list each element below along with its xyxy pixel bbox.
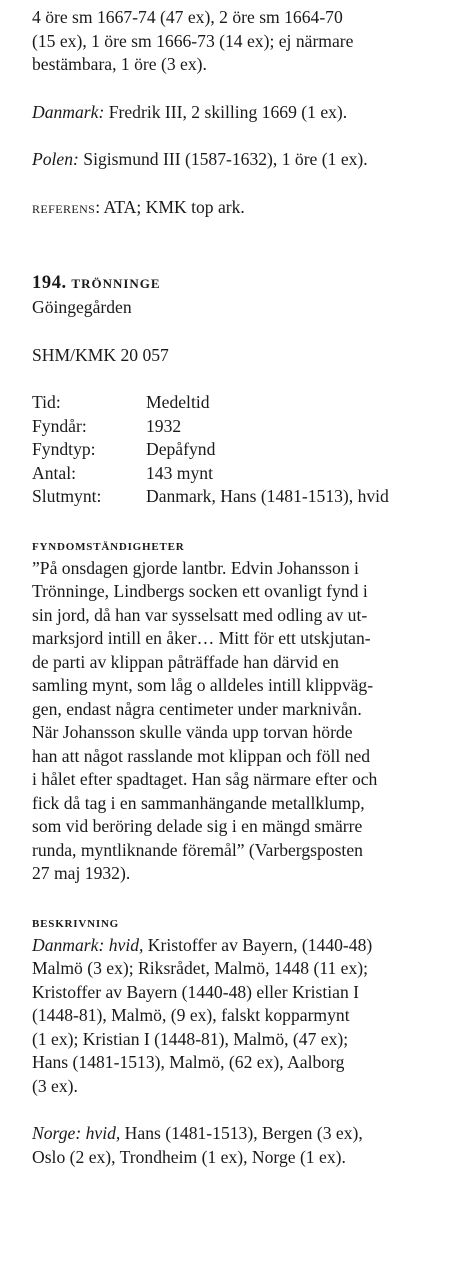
fact-value: 1932: [146, 415, 182, 436]
norway-paragraph: [32, 1122, 452, 1169]
norway-line: Oslo (2 ex), Trondheim (1 ex), Norge (1 ex).: [32, 1146, 346, 1167]
fact-value: 143 mynt: [146, 462, 213, 483]
facts-row: [32, 415, 389, 439]
catalog-id: SHM/KMK 20 057: [32, 344, 169, 365]
description-line: (1 ex); Kristian I (1448-81), Malmö, (47 ex);: [32, 1028, 349, 1049]
circumstances-line: runda, myntliknande föremål” (Varbergsposten: [32, 839, 363, 860]
entry-heading: [32, 271, 452, 296]
circumstances-line: som vid beröring delade sig i en mängd smärre: [32, 816, 363, 836]
circumstances-line: marksjord intill en åker… Mitt för ett utskjutan-: [32, 628, 371, 648]
facts-row: [32, 485, 389, 509]
description-label: beskrivning: [32, 914, 120, 931]
fact-value: Danmark, Hans (1481-1513), hvid: [146, 486, 389, 506]
circumstances-line: de parti av klippan påträffade han därvid en: [32, 651, 339, 672]
fact-value: Medeltid: [146, 392, 210, 412]
circumstances-line: ”På onsdagen gjorde lantbr. Edvin Johansson i: [32, 557, 359, 578]
fact-key: Fyndtyp:: [32, 439, 96, 459]
description-line: (1448-81), Malmö, (9 ex), falskt kopparmynt: [32, 1005, 350, 1025]
fact-key: Tid:: [32, 392, 61, 412]
circumstances-paragraph: [32, 557, 452, 886]
fact-key: Slutmynt:: [32, 486, 102, 506]
description-text: Kristoffer av Bayern, (1440-48): [143, 934, 373, 955]
poland-paragraph: [32, 148, 452, 172]
circumstances-line: Trönninge, Lindbergs socken ett ovanligt fynd i: [32, 581, 368, 601]
circumstances-line: samling mynt, som låg o alldeles intill klippväg-: [32, 675, 374, 695]
entry-title: trönninge: [71, 273, 161, 293]
description-lead: Danmark: hvid,: [32, 934, 144, 955]
circumstances-line: 27 maj 1932).: [32, 863, 131, 883]
denmark-paragraph: [32, 101, 452, 125]
intro-line: (15 ex), 1 öre sm 1666-73 (14 ex); ej närmare: [32, 30, 354, 51]
norway-text: Hans (1481-1513), Bergen (3 ex),: [120, 1123, 363, 1143]
intro-line: bestämbara, 1 öre (3 ex).: [32, 54, 207, 74]
description-line: (3 ex).: [32, 1075, 78, 1096]
description-line: Kristoffer av Bayern (1440-48) eller Kristian I: [32, 981, 360, 1002]
entry-subtitle: Göingegården: [32, 297, 132, 317]
facts-row: [32, 462, 389, 486]
fact-value: Depåfynd: [146, 439, 216, 459]
poland-text: Sigismund III (1587-1632), 1 öre (1 ex).: [78, 149, 368, 169]
circumstances-line: gen, endast några centimeter under marknivån.: [32, 698, 362, 719]
references-paragraph: [32, 196, 452, 220]
circumstances-line: han att något rasslande mot klippan och föll ned: [32, 745, 371, 766]
intro-paragraph: [32, 6, 452, 77]
denmark-label: Danmark:: [32, 101, 105, 122]
facts-row: [32, 438, 389, 462]
description-line: Malmö (3 ex); Riksrådet, Malmö, 1448 (11 ex);: [32, 958, 369, 978]
denmark-text: Fredrik III, 2 skilling 1669 (1 ex).: [104, 101, 348, 122]
description-line: Hans (1481-1513), Malmö, (62 ex), Aalborg: [32, 1052, 345, 1072]
description-paragraph: [32, 934, 452, 1099]
intro-line: 4 öre sm 1667-74 (47 ex), 2 öre sm 1664-70: [32, 7, 343, 27]
references-text: : ATA; KMK top ark.: [95, 196, 245, 217]
description-line: [32, 934, 452, 958]
norway-line: [32, 1122, 452, 1146]
circumstances-label: fyndomständigheter: [32, 537, 185, 554]
facts-table: [32, 391, 389, 509]
norway-lead: Norge: hvid,: [32, 1123, 121, 1143]
facts-row: [32, 391, 389, 415]
circumstances-line: i hålet efter spadtaget. Han såg närmare efter och: [32, 769, 378, 789]
fact-key: Fyndår:: [32, 415, 87, 436]
fact-key: Antal:: [32, 462, 76, 483]
circumstances-line: fick då tag i en sammanhängande metallklump,: [32, 792, 365, 813]
document-page: [32, 0, 452, 1169]
references-label: referens: [32, 196, 96, 217]
circumstances-line: sin jord, då han var sysselsatt med odling av ut-: [32, 604, 368, 625]
circumstances-line: När Johansson skulle vända upp torvan hörde: [32, 722, 353, 742]
entry-number: 194.: [32, 273, 67, 293]
poland-label: Polen:: [32, 149, 79, 169]
